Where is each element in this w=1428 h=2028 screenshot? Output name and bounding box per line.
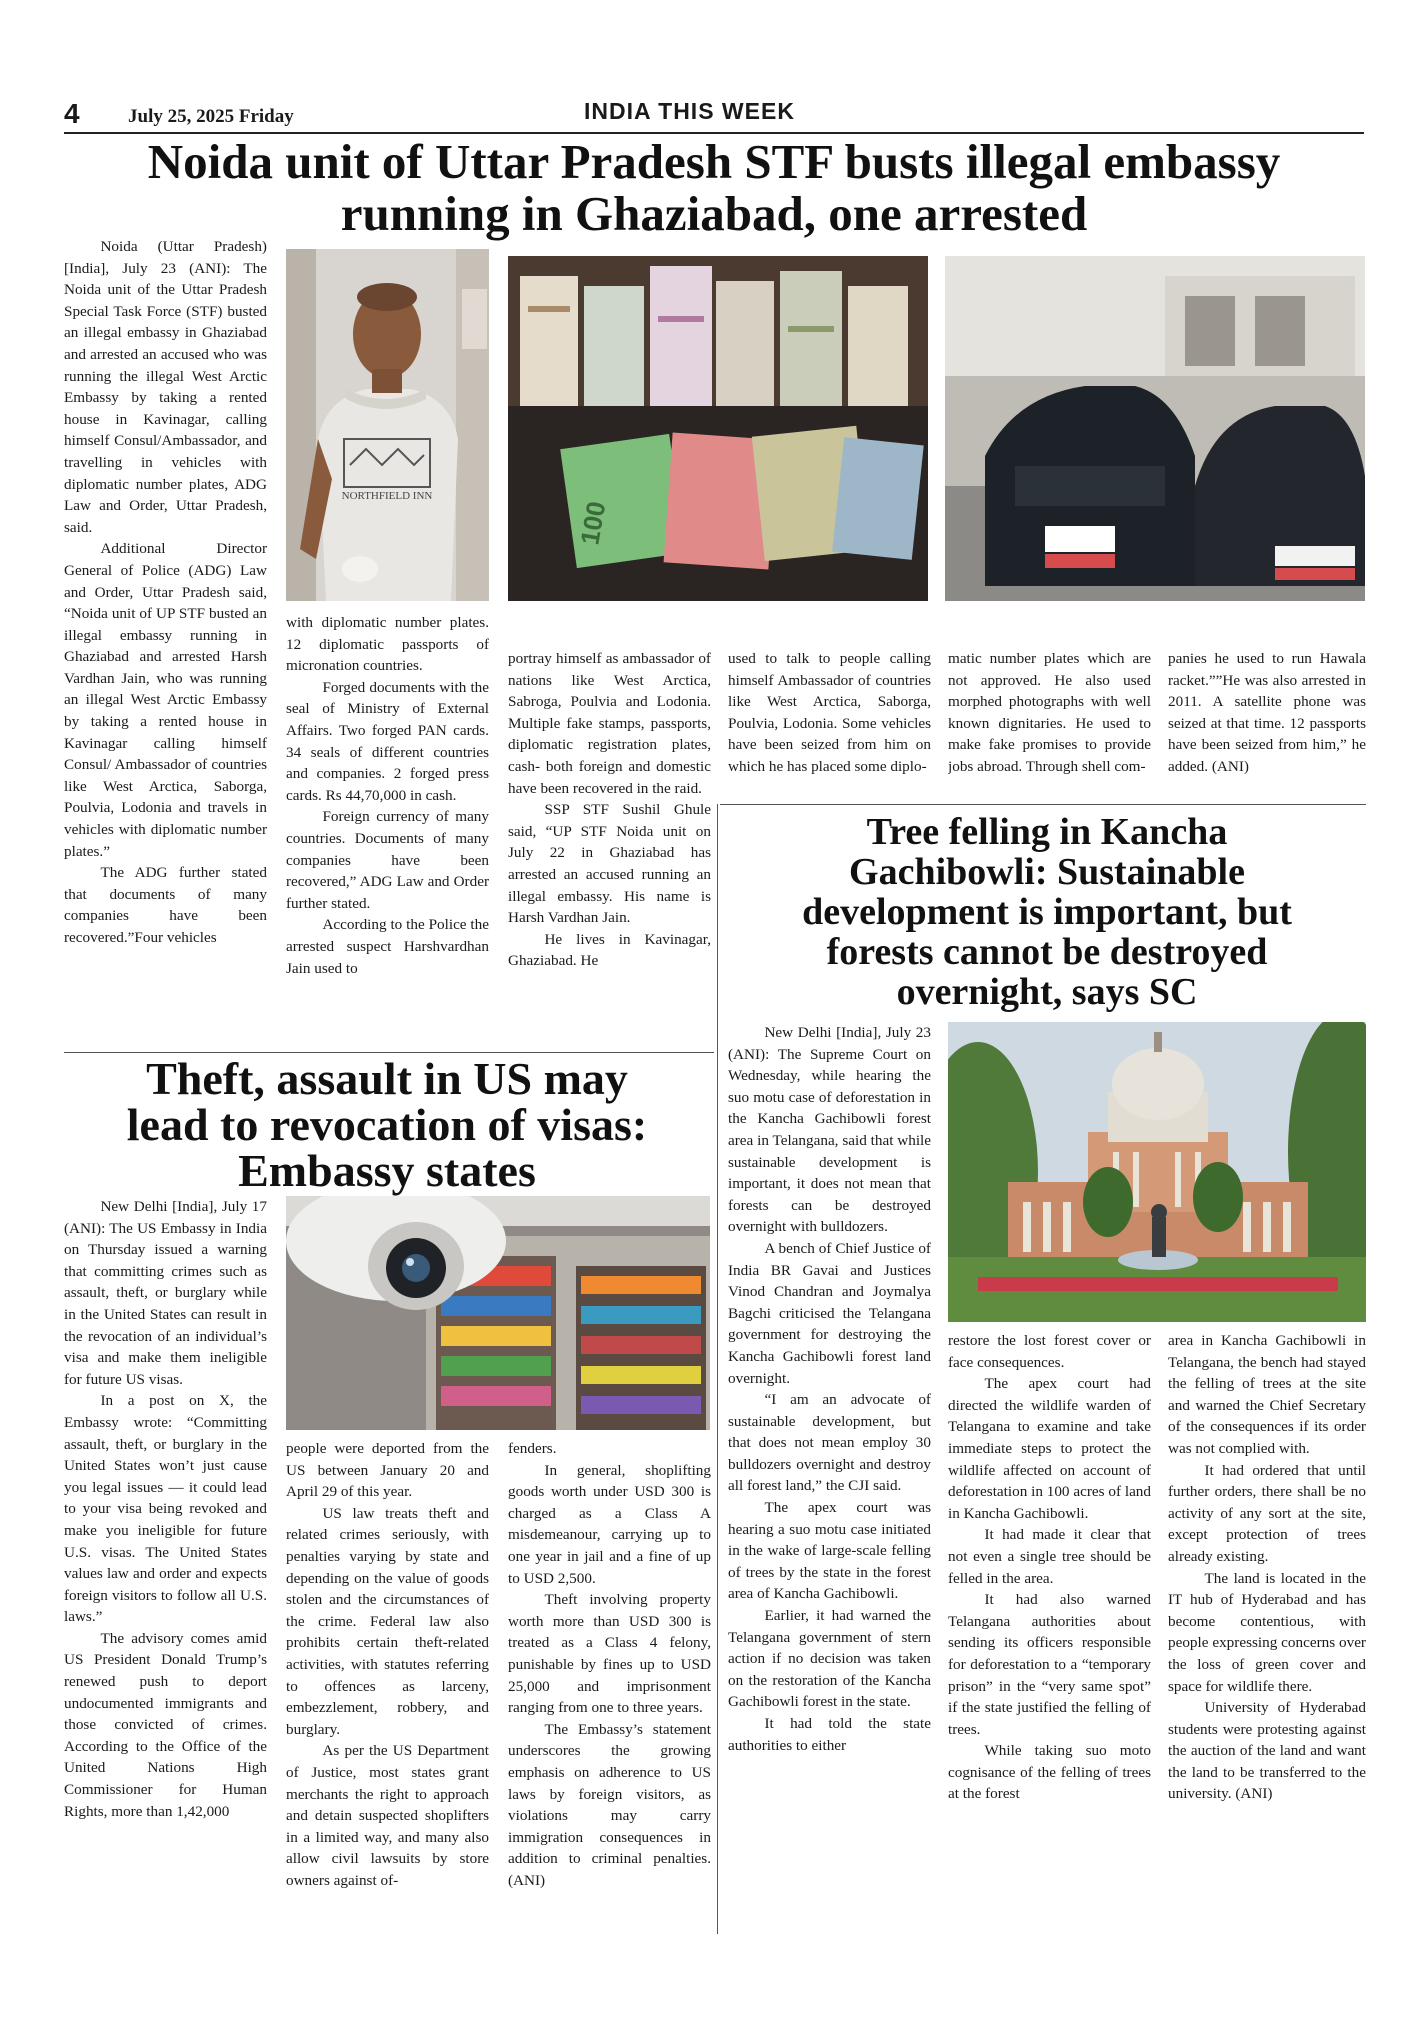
story3-col2-para4: It had also warned Telangana authorities about sending its officers responsible for deforestation to a “temporary prison” in the “very same spot” if the state justified the felling of trees. xyxy=(948,1591,1151,1738)
story3-headline-line5: overnight, says SC xyxy=(896,971,1198,1013)
story3-col1-para6: It had told the state authorities to either xyxy=(728,1715,931,1754)
story2-headline-line3: Embassy states xyxy=(238,1145,536,1196)
story2-col1-para2: In a post on X, the Embassy wrote: “Committing assault, theft, or burglary in the United States won’t just cause you legal issues — it could lead to your visa being revoked and make you ineligible for future U.S. visas. The United States values law and order and expects foreign visitors to follow all U.S. laws.” xyxy=(64,1392,267,1626)
story1-col2-para3: Foreign currency of many countries. Documents of many companies have been recovered,” ADG Law and Order further stated. xyxy=(286,808,489,912)
story1-col6-para1: panies he used to run Hawala racket.””He was also arrested in 2011. A satellite phone was seized at that time. 12 passports have been seized from him,” he added. (ANI) xyxy=(1168,650,1366,775)
photo-seized-currency-art xyxy=(508,256,928,601)
photo-supreme-court xyxy=(948,1022,1366,1322)
story3-col2-para5: While taking suo moto cognisance of the felling of trees at the forest xyxy=(948,1742,1151,1803)
story1-headline-line1: Noida unit of Uttar Pradesh STF busts illegal embassy xyxy=(147,134,1281,189)
story2-col2-para1: people were deported from the US between January 20 and April 29 of this year. xyxy=(286,1440,489,1501)
photo-seized-vehicles xyxy=(945,256,1365,601)
story1-column-1 xyxy=(64,236,267,1044)
story2-col3-para2: In general, shoplifting goods worth under USD 300 is charged as a Class A misdemeanour, carrying up to one year in jail and a fine of up to USD 2,500. xyxy=(508,1461,711,1587)
story1-col3-para1: portray himself as ambassador of nations like West Arctica, Sabroga, Poulvia and Lodonia. Multiple fake stamps, passports, diplomatic registration plates, cash- both foreign and domestic have been recovered in the raid. xyxy=(508,650,711,797)
story1-headline-line2: running in Ghaziabad, one arrested xyxy=(340,186,1088,241)
photo-security-camera-store xyxy=(286,1196,710,1430)
story1-col2-para2: Forged documents with the seal of Ministry of External Affairs. Two forged PAN cards. 34 seals of different countries and companies. 2 forged press cards. Rs 44,70,000 in cash. xyxy=(286,678,489,804)
story1-col1-para2: Additional Director General of Police (ADG) Law and Order, Uttar Pradesh said, “Noida unit of UP STF busted an illegal embassy running in Ghaziabad and arrested Harsh Vardhan Jain, who was running an illegal West Arctic Embassy by taking a rented house in Kavinagar calling himself Consul/ Ambassador of countries like West Arctica, Saborga, Poulvia, Lodonia and travels in vehicles with diplomatic number plates.” xyxy=(64,540,267,860)
story1-column-2 xyxy=(286,612,489,1044)
story2-headline xyxy=(64,1053,710,1196)
story3-col3-para1: area in Kancha Gachibowli in Telangana, the bench had stayed the felling of trees at the site and warned the Chief Secretary of the consequences if its order was not complied with. xyxy=(1168,1332,1366,1457)
story3-headline-line4: forests cannot be destroyed xyxy=(826,931,1268,973)
story2-headline-line2: lead to revocation of visas: xyxy=(126,1099,648,1150)
story2-col3-para1: fenders. xyxy=(508,1440,557,1457)
story3-col3-para2: It had ordered that until further orders, there shall be no activity of any sort at the site, except protection of trees already existing. xyxy=(1168,1461,1366,1565)
story3-headline xyxy=(728,812,1366,1012)
story3-column-2 xyxy=(948,1330,1151,1934)
divider-story3-top xyxy=(720,804,1366,805)
page-header xyxy=(64,98,1364,134)
story3-col1-para2: A bench of Chief Justice of India BR Gavai and Justices Vinod Chandran and Joymalya Bagchi criticised the Telangana government for destroying the Kancha Gachibowli forest land overnight. xyxy=(728,1239,931,1387)
story1-col4-para1: used to talk to people calling himself Ambassador of countries like West Arctica, Saborga, Poulvia, Lodonia. Some vehicles have been seized from him on which he has placed some diplo- xyxy=(728,650,931,775)
story2-column-3 xyxy=(508,1438,711,1934)
story1-col3-para3: He lives in Kavinagar, Ghaziabad. He xyxy=(508,930,711,970)
photo-seized-currency xyxy=(508,256,928,601)
svg-text:100: 100 xyxy=(574,499,612,548)
story1-col3-para2: SSP STF Sushil Ghule said, “UP STF Noida unit on July 22 in Ghaziabad has arrested an accused running an illegal embassy. His name is Harsh Vardhan Jain. xyxy=(508,801,711,927)
photo-security-camera-store-art xyxy=(286,1196,710,1430)
section-title: INDIA THIS WEEK xyxy=(584,98,795,124)
story2-column-1 xyxy=(64,1196,267,1934)
story1-column-5 xyxy=(948,648,1151,798)
story3-column-1 xyxy=(728,1022,931,1934)
tshirt-logo-text: NORTHFIELD INN xyxy=(341,490,433,502)
story2-col3-para3: Theft involving property worth more than USD 300 is treated as a Class 4 felony, punishable by fines up to USD 25,000 and imprisonment ranging from one to three years. xyxy=(508,1591,711,1717)
story3-col1-para4: The apex court was hearing a suo motu case initiated in the wake of large-scale felling of trees by the state in the forest area of Kancha Gachibowli. xyxy=(728,1499,931,1603)
story1-col1-para1: Noida (Uttar Pradesh) [India], July 23 (ANI): The Noida unit of the Uttar Pradesh Special Task Force (STF) busted an illegal embassy in Ghaziabad and arrested an accused who was running the illegal West Arctic Embassy by taking a rented house in Kavinagar, calling himself Consul/Ambassador, and travelling in vehicles with diplomatic number plates, ADG Law and Order, Uttar Pradesh, said. xyxy=(64,238,267,536)
story2-col3-para4: The Embassy’s statement underscores the growing emphasis on adherence to US laws by foreign visitors, as violations may carry immigration consequences in addition to criminal penalties. (ANI) xyxy=(508,1720,711,1889)
story2-column-2 xyxy=(286,1438,489,1934)
page-number: 4 xyxy=(64,98,80,129)
story3-col2-para3: It had made it clear that not even a single tree should be felled in the area. xyxy=(948,1526,1151,1587)
photo-arrested-man xyxy=(286,249,489,601)
story1-col2-para1: with diplomatic number plates. 12 diplomatic passports of micronation countries. xyxy=(286,614,489,675)
story1-column-4 xyxy=(728,648,931,798)
story1-column-6 xyxy=(1168,648,1366,798)
story2-col2-para2: US law treats theft and related crimes seriously, with penalties varying by state and depending on the value of goods stolen and the circumstances of the crime. Federal law also prohibits certain theft-related activities, with statutes referring to offences as larceny, embezzlement, robbery, and burglary. xyxy=(286,1504,489,1738)
story3-col3-para3: The land is located in the IT hub of Hyderabad and has become contentious, with people expressing concerns over the loss of green cover and space for wildlife there. xyxy=(1168,1569,1366,1695)
story1-column-3 xyxy=(508,648,711,1044)
photo-seized-vehicles-art xyxy=(945,256,1365,601)
photo-arrested-man-art xyxy=(286,249,489,601)
photo-supreme-court-art xyxy=(948,1022,1366,1322)
story1-col2-para4: According to the Police the arrested suspect Harshvardhan Jain used to xyxy=(286,916,489,977)
story3-headline-line1: Tree felling in Kancha xyxy=(866,811,1228,853)
story3-col1-para3: “I am an advocate of sustainable development, but that does not mean employ 30 bulldozers overnight and destroy all forest land,” the CJI said. xyxy=(728,1391,931,1495)
story3-col3-para4: University of Hyderabad students were protesting against the auction of the land and want the land to be transferred to the university. (ANI) xyxy=(1168,1699,1366,1803)
divider-story2-story3 xyxy=(717,804,718,1934)
story2-col2-para3: As per the US Department of Justice, most states grant merchants the right to approach and detain suspected shoplifters in a limited way, and many also allow civil lawsuits by store owners against of- xyxy=(286,1742,489,1889)
page-date: July 25, 2025 Friday xyxy=(128,106,294,127)
story3-headline-line2: Gachibowli: Sustainable xyxy=(849,851,1245,893)
story1-headline xyxy=(64,136,1364,240)
story3-col2-para2: The apex court had directed the wildlife warden of Telangana to examine and take immediate steps to protect the wildlife affected on account of deforestation in 100 acres of land in Kancha Gachibowli. xyxy=(948,1375,1151,1522)
story1-col5-para1: matic number plates which are not approved. He also used morphed photographs with well known dignitaries. He used to make fake promises to provide jobs abroad. Through shell com- xyxy=(948,650,1151,775)
story3-col1-para5: Earlier, it had warned the Telangana government of stern action if no decision was taken on the restoration of the Kancha Gachibowli forest in the state. xyxy=(728,1607,931,1711)
story3-headline-line3: development is important, but xyxy=(802,891,1292,933)
story2-col1-para1: New Delhi [India], July 17 (ANI): The US Embassy in India on Thursday issued a warning that committing crimes such as assault, theft, or burglary while in the United States can result in the revocation of an individual’s visa and make them ineligible for future US visas. xyxy=(64,1198,267,1388)
story1-col1-para3: The ADG further stated that documents of many companies have been recovered.”Four vehicles xyxy=(64,864,267,946)
story3-col1-para1: New Delhi [India], July 23 (ANI): The Supreme Court on Wednesday, while hearing the suo motu case of deforestation in the Kancha Gachibowli forest area in Telangana, said that while sustainable development is important, it does not mean that forests can be destroyed overnight with bulldozers. xyxy=(728,1024,931,1236)
story3-col2-para1: restore the lost forest cover or face consequences. xyxy=(948,1332,1151,1371)
story2-col1-para3: The advisory comes amid US President Donald Trump’s renewed push to deport undocumented immigrants and those convicted of crimes. According to the Office of the United Nations High Commissioner for Human Rights, more than 1,42,000 xyxy=(64,1629,267,1820)
story2-headline-line1: Theft, assault in US may xyxy=(146,1053,628,1104)
story3-column-3 xyxy=(1168,1330,1366,1934)
